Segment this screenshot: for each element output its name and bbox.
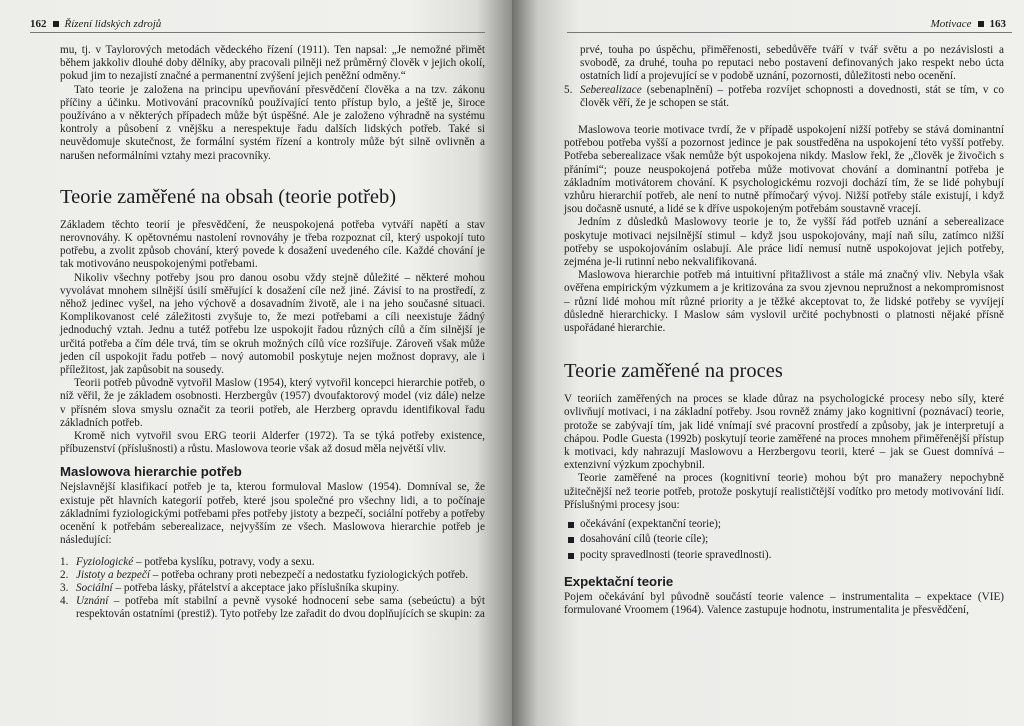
paragraph: Kromě nich vytvořil svou ERG teorii Alderfer (1972). Ta se týká potřeby existence, příbuzenství (příslušnosti) a růstu. Maslowova teorie však až dosud měla největší vliv.: [60, 430, 485, 456]
list-item: pocity spravedlnosti (teorie spravedlnosti).: [568, 549, 1004, 562]
list-item: očekávání (expektanční teorie);: [568, 518, 1004, 531]
square-bullet-icon: [568, 522, 574, 528]
right-body: [564, 44, 1004, 617]
paragraph: Teorie zaměřené na proces (kognitivní teorie) mohou být pro manažery nepochybně užitečnější než teorie potřeb, protože poskytují realističtější vodítko pro metody motivování lidí. Příslušnými procesy jsou:: [564, 472, 1004, 511]
paragraph: Maslowova hierarchie potřeb má intuitivní přitažlivost a stále má značný vliv. Nebyla však ověřena empirickým výzkumem a je kritizována za svou zjevnou nepružnost a nekompromisnost – různí lidé mohou mít různé priority a je těžké akceptovat to, že lidské potřeby se vyvíjejí důsledně hierarchicky. I Maslow sám vyslovil určité pochybnosti o platnosti nějaké přísně uspořádané hierarchie.: [564, 269, 1004, 335]
right-running-title: Motivace: [930, 18, 972, 30]
paragraph: prvé, touha po úspěchu, přiměřenosti, sebedůvěře tváří v tvář světu a po nezávislosti a svobodě, za druhé, touha po reputaci nebo postavení definovaných jako respekt nebo úcta ostatních lidí a projevující se v podobě uznání, pozornosti, důležitosti nebo ocenění.: [580, 44, 1004, 83]
header-rule: [30, 32, 485, 33]
subsection-heading: Expektační teorie: [564, 573, 674, 589]
paragraph: Jedním z důsledků Maslowovy teorie je to, že vyšší řád potřeb uznání a seberealizace poskytuje motivaci nejsilnější stimul – když jsou uspokojovány, mají naň sílu, zatímco nižší potřeby se uspokojováním oslabují. Ale práce lidí nemusí nutně uspokojovat jejich potřeby, zejména je-li rutinní nebo nekvalifikovaná.: [564, 216, 1004, 269]
right-page: [512, 0, 1024, 726]
paragraph: Teorii potřeb původně vytvořil Maslow (1954), který vytvořil koncepci hierarchie potřeb, o níž věřil, že je základem osobnosti. Herzbergův (1957) dvoufaktorový model (viz dále) nelze v přísném slova smyslu označit za teorii potřeb, ale Herzberg opravdu identifikoval řadu základních potřeb.: [60, 377, 485, 429]
maslow-list: [60, 556, 485, 622]
list-item: 1. Fyziologické – potřeba kyslíku, potravy, vody a sexu.: [60, 555, 315, 568]
left-body: [60, 44, 485, 622]
paragraph: mu, tj. v Taylorových metodách vědeckého řízení (1911). Ten napsal: „Je nemožné přimět během jakkoliv dlouhé doby dělníky, aby pracovali pilněji než průměrný člověk v jejich okolí, pokud jim to nezajistí značné a permanentní zvýšení jejich peněžní odměny.“: [60, 44, 485, 83]
paragraph: Pojem očekávání byl původně součástí teorie valence – instrumentalita – expektace (VIE) formulované Vroomem (1964). Valence zastupuje hodnotu, instrumentalita je přesvědčení,: [564, 590, 1004, 616]
list-item: 4. Uznání – potřeba mít stabilní a pevně vysoké hodnocení sebe sama (sebeúctu) a být respektován ostatními (prestiž). Tyto potřeby lze zařadit do dvou doplňujících se skupin: za: [60, 595, 485, 621]
paragraph: Základem těchto teorií je přesvědčení, že neuspokojená potřeba vytváří napětí a stav nerovnováhy. K opětovnému nastolení rovnováhy je třeba rozpoznat cíl, který uspokojí tuto potřebu, a zvolit způsob chování, který povede k dosažení uvedeného cíle. Každé chování je tak motivováno neuspokojenými potřebami.: [60, 218, 485, 271]
list-item: dosahování cílů (teorie cíle);: [568, 533, 1004, 546]
right-running-head: [931, 18, 1006, 30]
list-item: 2. Jistoty a bezpečí – potřeba ochrany proti nebezpečí a nedostatku fyziologických potřeb.: [60, 568, 469, 581]
left-running-title: Řízení lidských zdrojů: [64, 18, 162, 30]
square-bullet-icon: [568, 553, 574, 559]
paragraph: Maslowova teorie motivace tvrdí, že v případě uspokojení nižší potřeby se stává dominantní potřebou potřeba vyšší a pozornost jedince je pak soustředěna na uspokojení této vyšší potřeby. Potřeba seberealizace však nemůže být uspokojena nikdy. Maslow řekl, že „člověk je živočich s přáními“; pouze neuspokojená potřeba může motivovat chování a dominantní potřeba je základním motivátorem chování. K psychologickému rozvoji dochází tím, že se lidé pohybují vzhůru hierarchií potřeb, ale není to nutně přímočarý vývoj. Nižší potřeby stále existují, i když jsou dočasně usnuté, a lidé se k dříve uspokojeným potřebám soustavně vracejí.: [564, 124, 1004, 216]
paragraph: Nikoliv všechny potřeby jsou pro danou osobu vždy stejně důležité – některé mohou vyvolávat mnohem silnější úsilí směřující k dosažení cíle než jiné. Závisí to na prostředí, z něhož jedinec vyšel, na jeho výchově a dosavadním životě, ale i na jeho současné situaci. Komplikovanost celé záležitosti zvyšuje to, že mezi potřebami a cíli neexistuje žádný jednoduchý vztah. Jednu a tutéž potřebu lze uspokojit řadou různých cílů a čím silnější je určitá potřeba a čím déle trvá, tím se okruh možných cílů více rozšiřuje. Zároveň však může jeden cíl uspokojit řadu potřeb – nový automobil poskytuje nejen možnost dopravy, ale i příležitost, jak zapůsobit na sousedy.: [60, 271, 485, 377]
list-item: 5. Seberealizace (sebenaplnění) – potřeba rozvíjet schopnosti a dovednosti, stát se tím, v co člověk věří, že je schopen se stát.: [564, 83, 1004, 109]
paragraph: V teoriích zaměřených na proces se klade důraz na psychologické procesy nebo síly, které ovlivňují motivaci, i na základní potřeby. Jsou rovněž známy jako kognitivní (poznávací) teorie, protože se zabývají tím, jak lidé vnímají své pracovní prostředí a způsoby, jak je interpretují a chápou. Podle Guesta (1992b) poskytují teorie zaměřené na proces mnohem přiměřenější přístup k motivaci, kdy nahrazují Maslowovu a Herzbergovu teorii, které – jak se Guest domnívá – extenzivní výzkum zpochybnil.: [564, 393, 1004, 472]
square-bullet-icon: [53, 21, 59, 27]
square-bullet-icon: [978, 21, 984, 27]
subsection-heading: Maslowova hierarchie potřeb: [60, 464, 242, 480]
paragraph: Nejslavnější klasifikací potřeb je ta, kterou formuloval Maslow (1954). Domníval se, že existuje pět hlavních kategorií potřeb, které jsou společné pro všechny lidi, a to počínaje základními fyziologickými potřebami přes potřeby jistoty a bezpečí, sociální potřeby a potřeby ocenění k potřebám seberealizace, nejvyšším ze všech. Maslowova hierarchie potřeb je následující:: [60, 481, 485, 547]
left-running-head: [30, 18, 161, 30]
section-heading: Teorie zaměřené na obsah (teorie potřeb): [60, 185, 397, 208]
list-item: 3. Sociální – potřeba lásky, přátelství a akceptace jako příslušníka skupiny.: [60, 581, 400, 594]
header-rule: [567, 32, 1012, 33]
square-bullet-icon: [568, 537, 574, 543]
process-list: [564, 518, 1004, 562]
right-page-number: 163: [989, 18, 1006, 30]
paragraph: Tato teorie je založena na principu upevňování přesvědčení člověka a na tzv. zákonu příčiny a účinku. Motivování pracovníků používající tento přístup bylo, a ještě je, široce používáno a v některých případech může být úspěšné. Ale je založeno výhradně na systému kontroly a působení z vnějšku a nerespektuje řadu dalších lidských potřeb. Také si neuvědomuje skutečnost, že formální systém řízení a kontroly může být silně ovlivněn a narušen neformálními vztahy mezi pracovníky.: [60, 83, 485, 162]
section-heading: Teorie zaměřené na proces: [564, 360, 783, 383]
left-page-number: 162: [30, 18, 47, 30]
